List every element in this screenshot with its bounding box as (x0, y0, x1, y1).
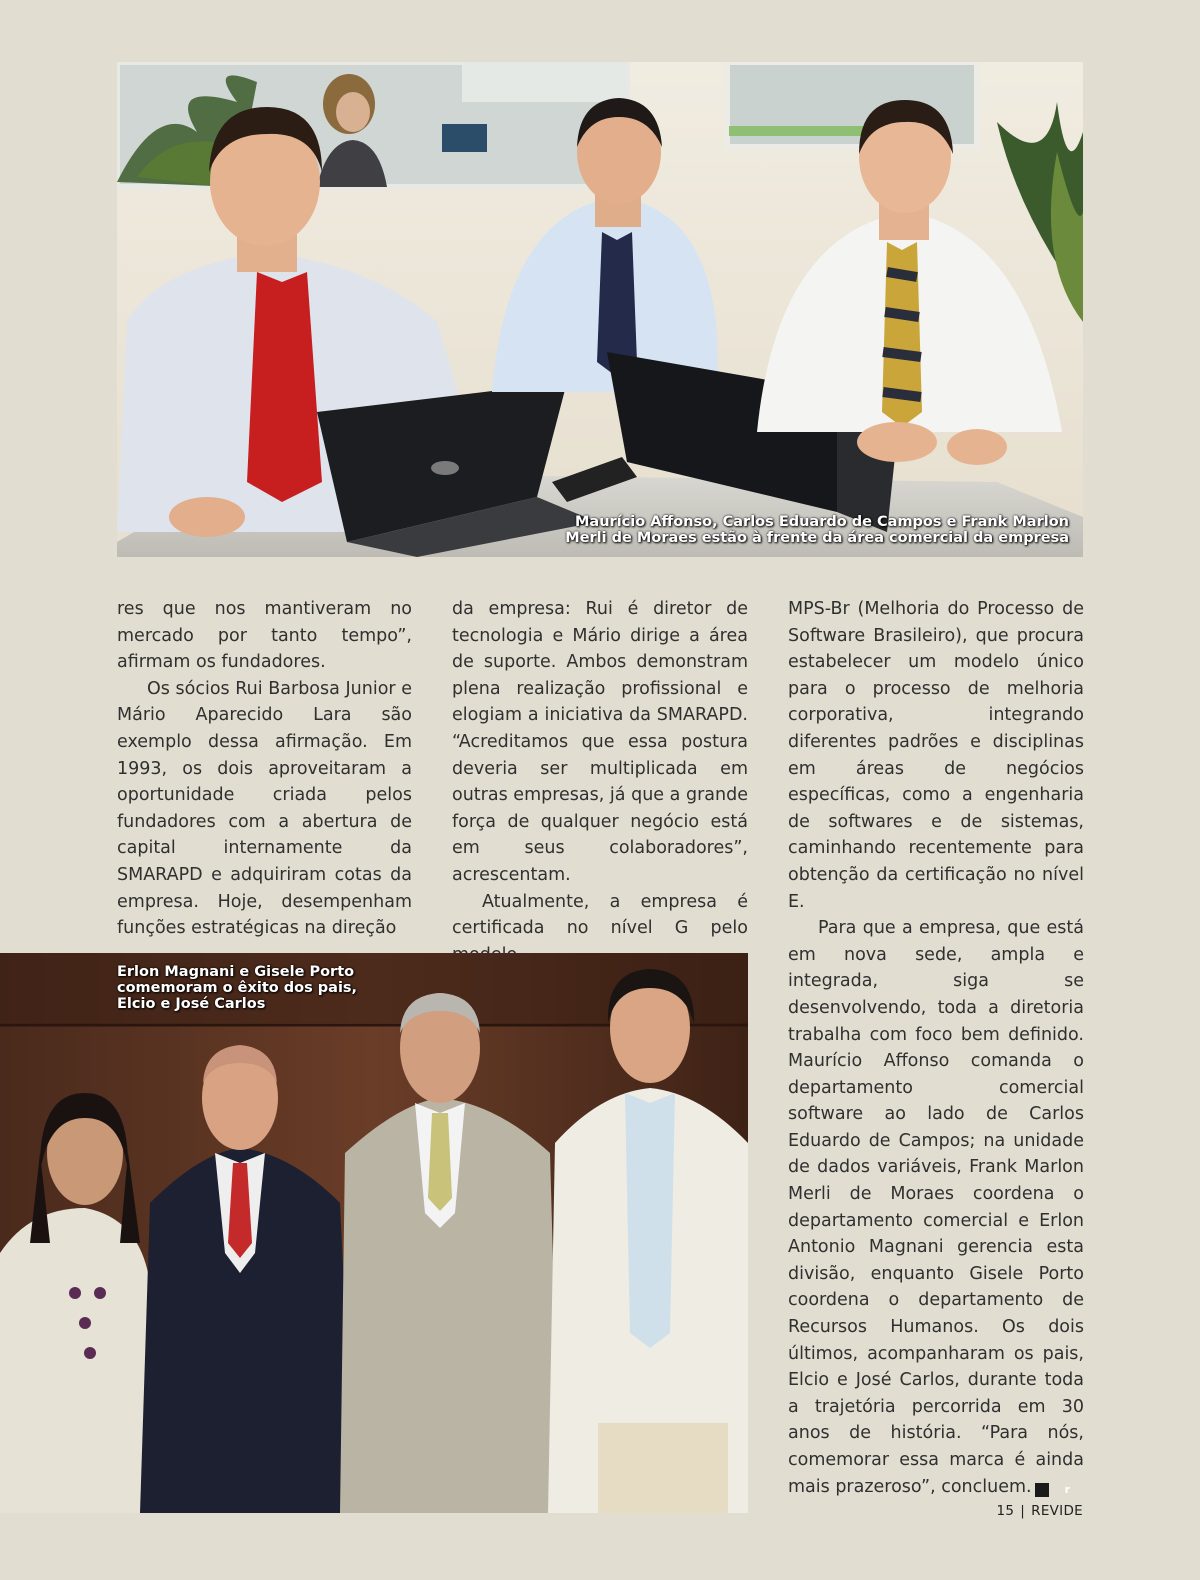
article-column-1 (117, 596, 412, 942)
bottom-caption-line-2: comemoram o êxito dos pais, (117, 980, 358, 996)
article-column-3 (788, 596, 1084, 1500)
article-column-2 (452, 596, 748, 968)
bottom-caption-line-3: Elcio e José Carlos (117, 996, 266, 1012)
page-number: 15 (996, 1503, 1015, 1519)
bottom-photo (0, 953, 748, 1513)
col1-paragraph-2: Os sócios Rui Barbosa Junior e Mário Aparecido Lara são exemplo dessa afirmação. Em 1993, os dois aproveitaram a oportunidade criada pelos fundadores com a abertura de capital internamente da SMARAPD e adquiriram cotas da empresa. Hoje, desempenham funções estratégicas na direção (117, 678, 412, 939)
end-of-article-mark-icon: r (1035, 1483, 1049, 1497)
office-photo-illustration (117, 62, 1083, 557)
page-footer (997, 1503, 1084, 1519)
bottom-caption-line-1: Erlon Magnani e Gisele Porto (117, 964, 355, 980)
top-photo-caption (565, 514, 1069, 546)
bottom-photo-caption (117, 964, 357, 1012)
top-caption-line-2: Merli de Moraes estão à frente da área comercial da empresa (565, 530, 1069, 546)
top-photo (117, 62, 1083, 557)
col2-paragraph-1: da empresa: Rui é diretor de tecnologia e Mário dirige a área de suporte. Ambos demonstram plena realização profissional e elogiam a iniciativa da SMARAPD. “Acreditamos que essa postura deveria ser multiplicada em outras empresas, já que a grande força de qualquer negócio está em seus colaboradores”, acrescentam. (452, 599, 748, 885)
group-photo-illustration (0, 953, 748, 1513)
col1-paragraph-1: res que nos mantiveram no mercado por tanto tempo”, afirmam os fundadores. (117, 599, 412, 673)
top-caption-line-1: Maurício Affonso, Carlos Eduardo de Campos e Frank Marlon (575, 514, 1069, 530)
col3-paragraph-1: MPS-Br (Melhoria do Processo de Software Brasileiro), que procura estabelecer um modelo único para o processo de melhoria corporativa, integrando diferentes padrões e disciplinas em áreas de negócios específicas, como a engenharia de softwares e de sistemas, caminhando recentemente para obtenção da certificação no nível E. (788, 599, 1084, 912)
footer-separator: | (1020, 1503, 1026, 1519)
magazine-name: REVIDE (1031, 1503, 1083, 1519)
col3-paragraph-2 (788, 915, 1084, 1500)
col3-paragraph-2-text: Para que a empresa, que está em nova sede, ampla e integrada, siga se desenvolvendo, toda a diretoria trabalha com foco bem definido. Maurício Affonso comanda o departamento comercial software ao lado de Carlos Eduardo de Campos; na unidade de dados variáveis, Frank Marlon Merli de Moraes coordena o departamento comercial e Erlon Antonio Magnani gerencia esta divisão, enquanto Gisele Porto coordena o departamento de Recursos Humanos. Os dois últimos, acompanharam os pais, Elcio e José Carlos, durante toda a trajetória percorrida em 30 anos de história. “Para nós, comemorar essa marca é ainda mais prazeroso”, concluem. (788, 918, 1084, 1497)
col2-paragraph-2: Atualmente, a empresa é certificada no nível G pelo (452, 891, 748, 939)
